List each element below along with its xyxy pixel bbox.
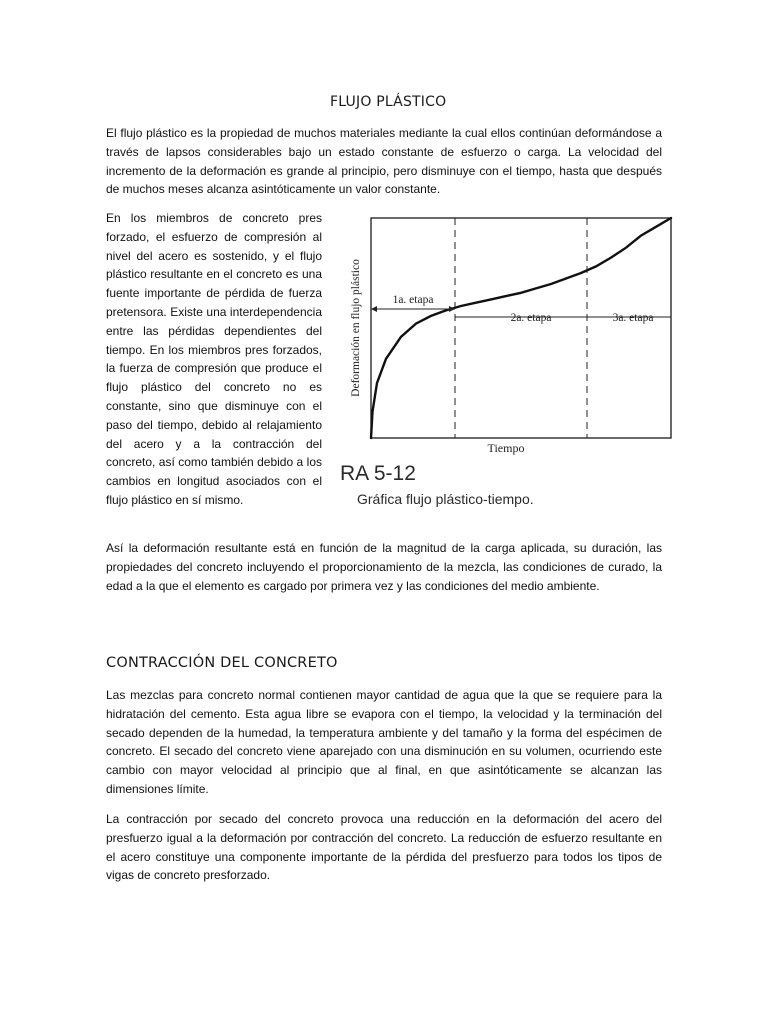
stage-label-3: 3a. etapa bbox=[612, 312, 654, 324]
plot-frame bbox=[371, 218, 671, 438]
stage-label-1: 1a. etapa bbox=[392, 294, 434, 306]
figure-caption: Gráfica flujo plástico-tiempo. bbox=[357, 491, 534, 507]
paragraph-contraccion-1: Las mezclas para concreto normal contienen mayor cantidad de agua que la que se requiere para la hidratación del cemento. Esta agua libre se evapora con el tiempo, la velocidad y la terminación del secado dependen de la humedad, la temperatura ambiente y del tamaño y la forma del espécimen de concreto. El secado del concreto viene aparejado con una disminución en su volumen, ocurriendo este cambio con mayor velocidad al principio que al final, en que asintóticamente se alcanzan las dimensiones límite. bbox=[106, 688, 662, 796]
creep-time-chart bbox=[334, 208, 674, 458]
y-axis-label: Deformación en flujo plástico bbox=[350, 259, 362, 397]
paragraph-flujo-2: En los miembros de concreto pres forzado, el esfuerzo de compresión al nivel del acero es sostenido, y el flujo plástico resultante en el concreto es una fuente importante de pérdida de fuerza pretensora. Existe una interdependencia entre las pérdidas dependientes del tiempo. En los miembros pres forzados, la fuerza de compresión que produce el flujo plástico del concreto no es constante, sino que disminuye con el paso del tiempo, debido al relajamiento del acero y a la contracción del concreto, así como también debido a los cambios en longitud asociados con el flujo plástico en sí mismo. bbox=[106, 211, 322, 507]
paragraph-flujo-1: El flujo plástico es la propiedad de muchos materiales mediante la cual ellos continúan deformándose a través de lapsos considerables bajo un estado constante de esfuerzo o carga. La velocidad del incremento de la deformación es grande al principio, pero disminuye con el tiempo, hasta que después de muchos meses alcanza asintóticamente un valor constante. bbox=[106, 126, 662, 197]
section-title-contraccion: CONTRACCIÓN DEL CONCRETO bbox=[106, 655, 338, 671]
paragraph-flujo-3: Así la deformación resultante está en función de la magnitud de la carga aplicada, su duración, las propiedades del concreto incluyendo el proporcionamiento de la mezcla, las condiciones de curado, la edad a la que el elemento es cargado por primera vez y las condiciones del medio ambiente. bbox=[106, 541, 662, 593]
creep-curve bbox=[371, 218, 671, 438]
paragraph-contraccion-2: La contracción por secado del concreto provoca una reducción en la deformación del acero del presfuerzo igual a la deformación por contracción del concreto. La reducción de esfuerzo resultante en el acero constituye una componente importante de la pérdida del presfuerzo para todos los tipos de vigas de concreto presforzado. bbox=[106, 812, 662, 883]
creep-time-figure bbox=[334, 208, 674, 520]
figure-code: RA 5-12 bbox=[340, 462, 416, 485]
x-axis-label: Tiempo bbox=[487, 441, 525, 455]
section-title-flujo-plastico: FLUJO PLÁSTICO bbox=[330, 94, 447, 110]
stage-1-arrow-head-left bbox=[371, 306, 377, 312]
stage-label-2: 2a. etapa bbox=[510, 312, 552, 324]
